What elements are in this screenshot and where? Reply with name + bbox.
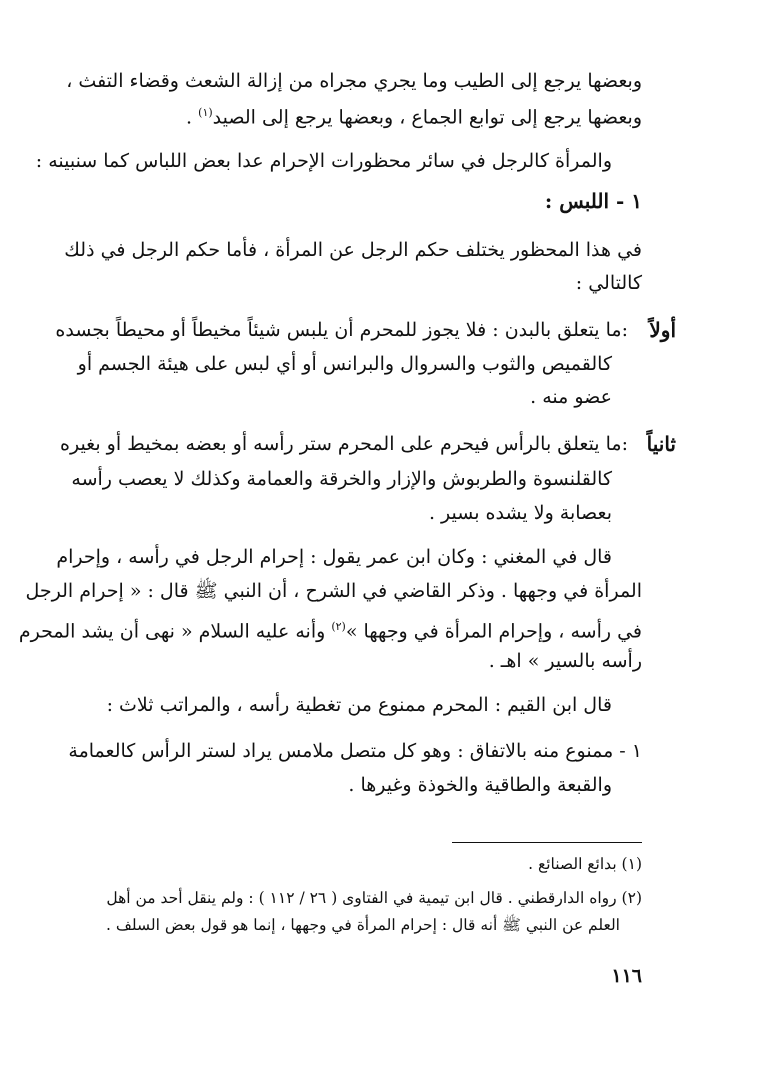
second-line-3: بعصابة ولا يشده بسير . (428, 502, 612, 524)
footnote-2-line-2: العلم عن النبي ﷺ أنه قال : إحرام المرأة في وجهها ، إنما هو قول بعض السلف . (106, 916, 620, 934)
footnote-ref-1[interactable]: (١) (198, 106, 213, 119)
paragraph-6-line-1: ١ - ممنوع منه بالاتفاق : وهو كل متصل ملامس يراد لستر الرأس كالعمامة (68, 740, 642, 762)
paragraph-3-line-2: كالتالي : (575, 272, 642, 294)
paragraph-4-line-2: المرأة في وجهها . وذكر القاضي في الشرح ، أن النبي ﷺ قال : « إحرام الرجل (25, 580, 642, 602)
paragraph-1-line-2-end: . (186, 106, 199, 129)
first-line-3: عضو منه . (530, 386, 612, 408)
footnote-ref-2[interactable]: (٢) (331, 620, 346, 633)
section-heading: ١ - اللبس : (544, 189, 642, 213)
second-label: ثانياً (646, 432, 676, 456)
paragraph-1-line-1: وبعضها يرجع إلى الطيب وما يجري مجراه من إزالة الشعث وقضاء التفث ، (66, 70, 642, 92)
footnote-2-line-1: (٢) رواه الدارقطني . قال ابن تيمية في الفتاوى ( ٢٦ / ١١٢ ) : ولم ينقل أحد من أهل (106, 889, 642, 907)
second-line-1: :ما يتعلق بالرأس فيحرم على المحرم ستر رأسه أو بعضه بمخيط أو بغيره (60, 433, 628, 455)
paragraph-4-line-1: قال في المغني : وكان ابن عمر يقول : إحرام الرجل في رأسه ، وإحرام (56, 546, 612, 568)
paragraph-4-line-3-text: في رأسه ، وإحرام المرأة في وجهها » (345, 620, 642, 643)
first-line-1: :ما يتعلق بالبدن : فلا يجوز للمحرم أن يلبس شيئاً مخيطاً أو محيطاً بجسده (55, 319, 628, 341)
paragraph-4-line-3 (18, 614, 642, 644)
paragraph-5-line-1: قال ابن القيم : المحرم ممنوع من تغطية رأسه ، والمراتب ثلاث : (106, 694, 612, 716)
first-line-2: كالقميص والثوب والسروال والبرانس أو أي لبس على هيئة الجسم أو (77, 353, 612, 375)
paragraph-1-line-2 (82, 100, 642, 130)
page-number: ١١٦ (611, 965, 642, 987)
footnote-1: (١) بدائع الصنائع . (528, 855, 642, 873)
footnote-divider (452, 842, 642, 843)
paragraph-4-line-3-end: وأنه عليه السلام « نهى أن يشد المحرم (18, 620, 332, 643)
paragraph-2-line-1: والمرأة كالرجل في سائر محظورات الإحرام عدا بعض اللباس كما سنبينه : (35, 150, 612, 172)
paragraph-3-line-1: في هذا المحظور يختلف حكم الرجل عن المرأة ، فأما حكم الرجل في ذلك (64, 239, 642, 261)
paragraph-4-line-4: رأسه بالسير » اهـ . (488, 650, 642, 672)
paragraph-6-line-2: والقبعة والطاقية والخوذة وغيرها . (348, 774, 612, 796)
first-label: أولاً (649, 318, 676, 342)
paragraph-1-line-2-text: وبعضها يرجع إلى توابع الجماع ، وبعضها يرجع إلى الصيد (212, 106, 642, 129)
second-line-2: كالقلنسوة والطربوش والإزار والخرقة والعمامة وكذلك لا يعصب رأسه (71, 468, 612, 490)
